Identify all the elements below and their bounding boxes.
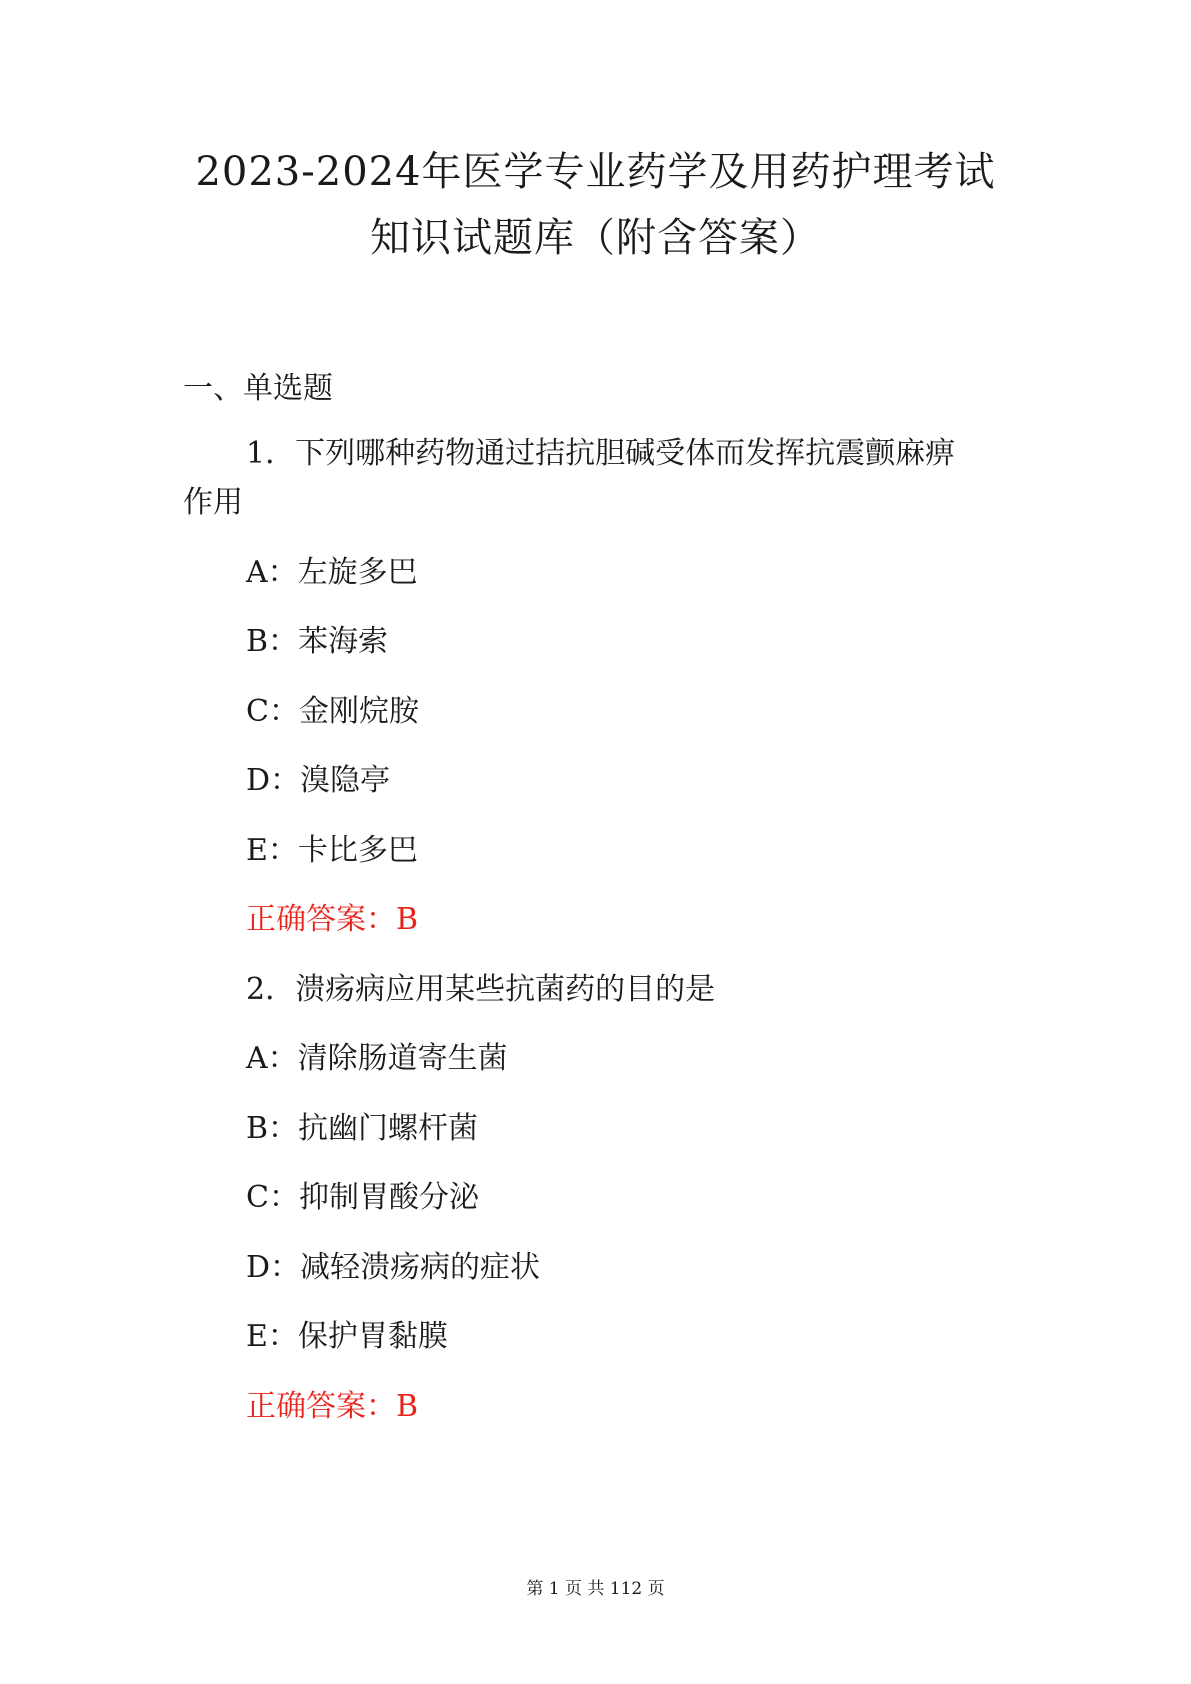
- question-1-stem-line-2: 作用: [183, 485, 243, 520]
- question-2-option-d: D：减轻溃疡病的症状: [246, 1250, 541, 1285]
- question-2-option-b: B：抗幽门螺杆菌: [246, 1111, 479, 1146]
- question-1-option-c: C：金刚烷胺: [246, 694, 419, 729]
- question-2-option-a: A：清除肠道寄生菌: [246, 1041, 508, 1076]
- page-footer: 第 1 页 共 112 页: [526, 1579, 665, 1599]
- question-1-option-a: A：左旋多巴: [246, 555, 418, 590]
- question-2-option-c: C：抑制胃酸分泌: [246, 1180, 479, 1215]
- question-1-option-b: B：苯海索: [246, 624, 389, 659]
- question-2-answer: 正确答案：B: [246, 1389, 419, 1424]
- section-heading: 一、单选题: [183, 371, 333, 406]
- title-line-2: 知识试题库（附含答案）: [370, 215, 821, 261]
- question-2-stem-line-1: 2．溃疡病应用某些抗菌药的目的是: [246, 972, 716, 1007]
- question-1-option-d: D：溴隐亭: [246, 763, 391, 798]
- document-title: [150, 139, 1041, 271]
- question-1-option-e: E：卡比多巴: [246, 833, 418, 868]
- question-2-option-e: E：保护胃黏膜: [246, 1319, 448, 1354]
- question-1-stem-line-1: 1．下列哪种药物通过拮抗胆碱受体而发挥抗震颤麻痹: [246, 436, 956, 471]
- title-line-1: 2023-2024年医学专业药学及用药护理考试: [195, 149, 996, 195]
- question-1-answer: 正确答案：B: [246, 902, 419, 937]
